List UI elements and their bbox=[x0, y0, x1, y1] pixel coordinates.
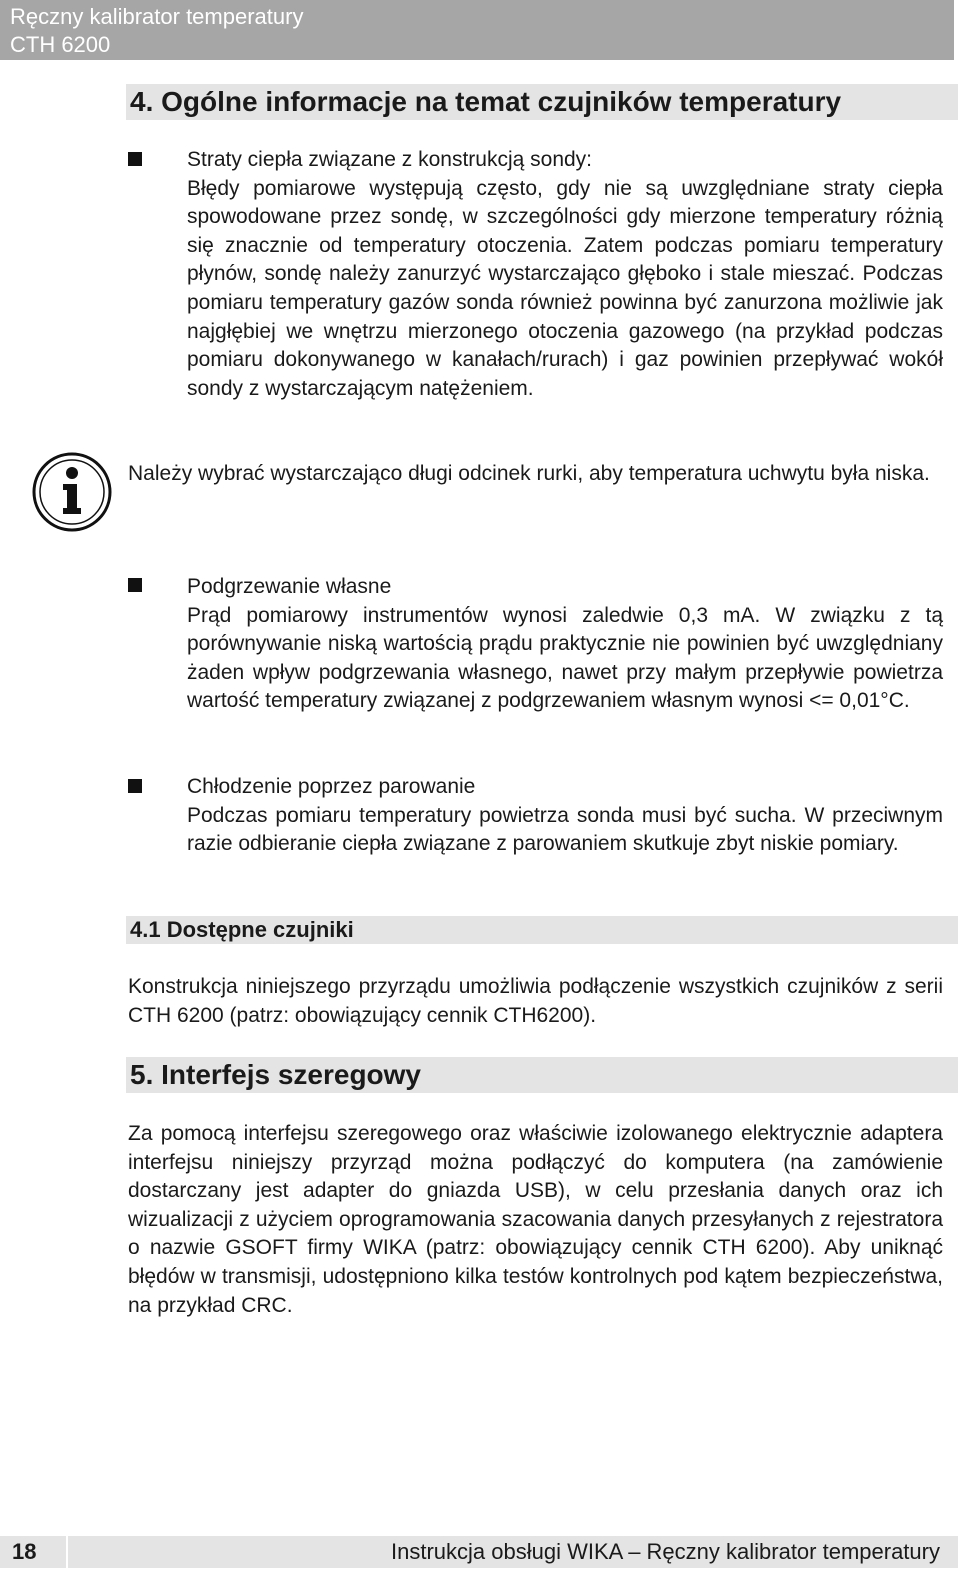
bullet-self-heating bbox=[187, 573, 943, 716]
square-bullet-icon bbox=[128, 152, 142, 166]
section-5-heading: 5. Interfejs szeregowy bbox=[126, 1057, 958, 1093]
section-5-body bbox=[128, 1120, 943, 1320]
header-title: Ręczny kalibrator temperatury bbox=[10, 4, 304, 29]
bullet-evaporative-cooling-title: Chłodzenie poprzez parowanie bbox=[187, 775, 476, 798]
page-number: 18 bbox=[0, 1536, 66, 1568]
section-5-text: Za pomocą interfejsu szeregowego oraz właściwie izolowanego elektrycznie adaptera interfejsu niniejszy przyrząd można podłączyć do komputera (na zamówienie dostarczany jest adapter do gniazda USB), w celu przesłania danych oraz ich wizualizacji z użyciem oprogramowania szacowania danych przesyłanych z rejestratora o nazwie GSOFT firmy WIKA (patrz: obowiązujący cennik CTH 6200). Aby uniknąć błędów w transmisji, udostępniono kilka testów kontrolnych pod kątem bezpieczeństwa, na przykład CRC. bbox=[128, 1122, 943, 1317]
info-note bbox=[128, 460, 943, 489]
page-header bbox=[0, 0, 954, 60]
square-bullet-icon bbox=[128, 578, 142, 592]
bullet-self-heating-title: Podgrzewanie własne bbox=[187, 575, 392, 598]
bullet-heat-loss-text: Błędy pomiarowe występują często, gdy nie są uwzględniane straty ciepła spowodowane przez sondę, w szczególności gdy mierzone temperatury różnią się znacznie od temperatury otoczenia. Zatem podczas pomiaru temperatury płynów, sondę należy zanurzyć wystarczająco głęboko i stale mieszać. Podczas pomiaru temperatury gazów sonda również powinna być zanurzona możliwie jak najgłębiej we wnętrzu mierzonego otoczenia gazowego (na przykład podczas pomiaru dokonywanego w kanałach/rurach) i gaz powinien przepływać wokół sondy z wystarczającym natężeniem. bbox=[187, 176, 943, 400]
bullet-evaporative-cooling bbox=[187, 773, 943, 859]
info-icon bbox=[30, 450, 114, 534]
section-4-1-heading: 4.1 Dostępne czujniki bbox=[126, 916, 958, 944]
section-4-1-text: Konstrukcja niniejszego przyrządu umożliwia podłączenie wszystkich czujników z serii CTH 6200 (patrz: obowiązujący cennik CTH6200). bbox=[128, 975, 943, 1027]
footer-title: Instrukcja obsługi WIKA – Ręczny kalibrator temperatury bbox=[68, 1536, 958, 1568]
bullet-self-heating-text: Prąd pomiarowy instrumentów wynosi zaledwie 0,3 mA. W związku z tą porównywanie niską wartością prądu praktycznie nie powinien być uwzględniany żaden wpływ podgrzewania własnego, nawet przy małym przepływie powietrza wartość temperatury związanej z podgrzewaniem własnym wynosi <= 0,01°C. bbox=[187, 603, 943, 713]
bullet-heat-loss bbox=[187, 146, 943, 403]
section-4-1-body bbox=[128, 973, 943, 1030]
header-model: CTH 6200 bbox=[10, 32, 111, 57]
bullet-heat-loss-title: Straty ciepła związane z konstrukcją sondy: bbox=[187, 148, 593, 171]
info-note-text: Należy wybrać wystarczająco długi odcinek rurki, aby temperatura uchwytu była niska. bbox=[128, 462, 930, 485]
bullet-evaporative-cooling-text: Podczas pomiaru temperatury powietrza sonda musi być sucha. W przeciwnym razie odbieranie ciepła związane z parowaniem skutkuje zbyt niskie pomiary. bbox=[187, 803, 943, 856]
section-4-heading: 4. Ogólne informacje na temat czujników temperatury bbox=[126, 84, 958, 120]
square-bullet-icon bbox=[128, 779, 142, 793]
